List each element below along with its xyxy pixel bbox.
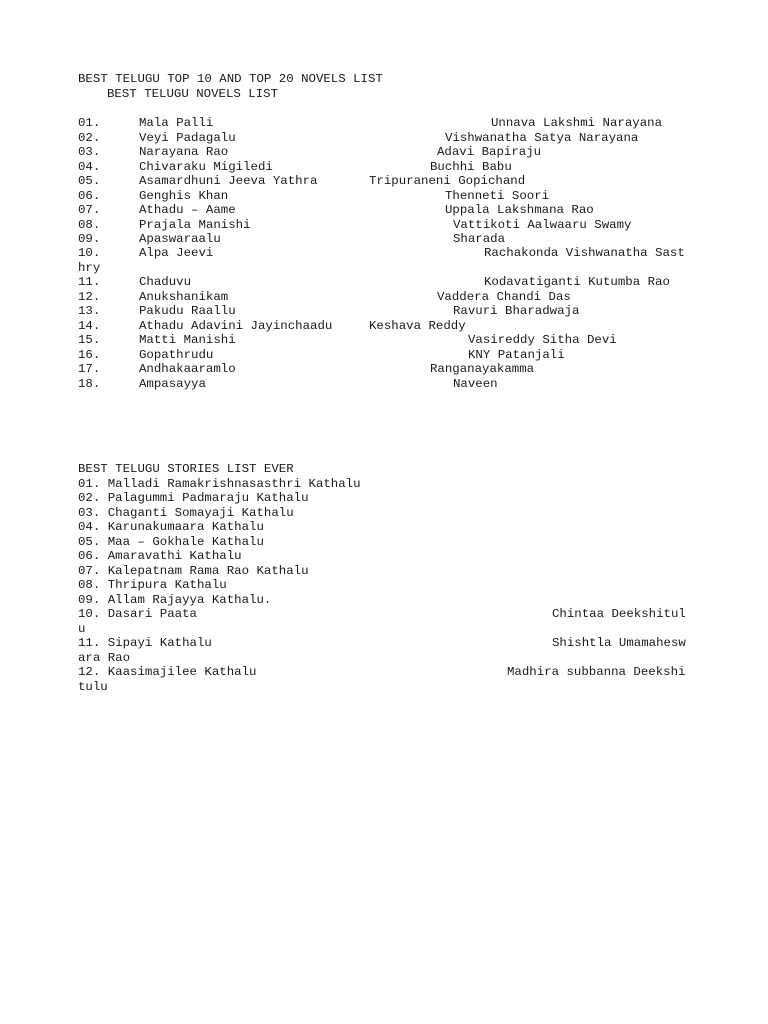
story-item: 01. Malladi Ramakrishnasasthri Kathalu: [78, 477, 361, 491]
novel-author: Tripuraneni Gopichand: [369, 174, 526, 188]
novel-title: Gopathrudu: [139, 348, 214, 362]
novel-number: 18.: [78, 377, 101, 391]
story-item: 04. Karunakumaara Kathalu: [78, 520, 264, 534]
story-author: Madhira subbanna Deekshi: [507, 665, 686, 679]
novel-title: Veyi Padagalu: [139, 131, 236, 145]
novel-author: Vasireddy Sitha Devi: [468, 333, 617, 347]
novel-title: Chaduvu: [139, 275, 192, 289]
novel-number: 08.: [78, 218, 101, 232]
novel-author: Keshava Reddy: [369, 319, 466, 333]
novel-title: Apaswaraalu: [139, 232, 221, 246]
novels-heading: BEST TELUGU TOP 10 AND TOP 20 NOVELS LIST: [78, 72, 383, 86]
novel-number: 05.: [78, 174, 101, 188]
story-item: 10. Dasari Paata: [78, 607, 197, 621]
novels-subheading: BEST TELUGU NOVELS LIST: [107, 87, 279, 101]
story-item: 06. Amaravathi Kathalu: [78, 549, 242, 563]
novel-title: Chivaraku Migiledi: [139, 160, 273, 174]
novel-title: Narayana Rao: [139, 145, 229, 159]
novel-author: Sharada: [453, 232, 506, 246]
story-item: 07. Kalepatnam Rama Rao Kathalu: [78, 564, 309, 578]
stories-heading: BEST TELUGU STORIES LIST EVER: [78, 462, 294, 476]
novel-title: Prajala Manishi: [139, 218, 251, 232]
novel-author: Buchhi Babu: [430, 160, 512, 174]
novel-author: Rachakonda Vishwanatha Sast: [484, 246, 685, 260]
novel-number: 09.: [78, 232, 101, 246]
story-author-wrap: u: [78, 622, 86, 636]
novel-number: 01.: [78, 116, 101, 130]
story-item: 12. Kaasimajilee Kathalu: [78, 665, 257, 679]
novel-author: Kodavatiganti Kutumba Rao: [484, 275, 670, 289]
novel-title: Alpa Jeevi: [139, 246, 214, 260]
novel-title: Mala Palli: [139, 116, 214, 130]
story-item: 02. Palagummi Padmaraju Kathalu: [78, 491, 309, 505]
novel-title: Asamardhuni Jeeva Yathra: [139, 174, 318, 188]
story-author: Shishtla Umamahesw: [552, 636, 686, 650]
story-item: 05. Maa – Gokhale Kathalu: [78, 535, 264, 549]
novel-author: Vishwanatha Satya Narayana: [445, 131, 639, 145]
novel-number: 16.: [78, 348, 101, 362]
novel-author: Ravuri Bharadwaja: [453, 304, 580, 318]
novel-number: 13.: [78, 304, 101, 318]
novel-number: 04.: [78, 160, 101, 174]
novel-number: 10.: [78, 246, 101, 260]
novel-number: 14.: [78, 319, 101, 333]
story-item: 11. Sipayi Kathalu: [78, 636, 212, 650]
novel-author: Naveen: [453, 377, 498, 391]
novel-number: 15.: [78, 333, 101, 347]
story-item: 08. Thripura Kathalu: [78, 578, 227, 592]
novel-number: 02.: [78, 131, 101, 145]
novel-author: Adavi Bapiraju: [437, 145, 542, 159]
novel-author: KNY Patanjali: [468, 348, 565, 362]
novel-number: 12.: [78, 290, 101, 304]
novel-author: Vattikoti Aalwaaru Swamy: [453, 218, 632, 232]
novel-number: 06.: [78, 189, 101, 203]
novel-title: Genghis Khan: [139, 189, 229, 203]
novel-author-wrap: hry: [78, 261, 101, 275]
novel-author: Vaddera Chandi Das: [437, 290, 571, 304]
novel-author: Unnava Lakshmi Narayana: [491, 116, 663, 130]
story-item: 03. Chaganti Somayaji Kathalu: [78, 506, 294, 520]
novel-author: Ranganayakamma: [430, 362, 535, 376]
novel-title: Anukshanikam: [139, 290, 229, 304]
novel-number: 07.: [78, 203, 101, 217]
story-author-wrap: tulu: [78, 680, 108, 694]
novel-author: Thenneti Soori: [445, 189, 550, 203]
novel-number: 11.: [78, 275, 101, 289]
novel-author: Uppala Lakshmana Rao: [445, 203, 594, 217]
novel-title: Pakudu Raallu: [139, 304, 236, 318]
novel-title: Andhakaaramlo: [139, 362, 236, 376]
novel-number: 03.: [78, 145, 101, 159]
novel-title: Athadu – Aame: [139, 203, 236, 217]
story-author-wrap: ara Rao: [78, 651, 131, 665]
novel-title: Ampasayya: [139, 377, 206, 391]
story-item: 09. Allam Rajayya Kathalu.: [78, 593, 272, 607]
story-author: Chintaa Deekshitul: [552, 607, 686, 621]
novel-number: 17.: [78, 362, 101, 376]
novel-title: Athadu Adavini Jayinchaadu: [139, 319, 333, 333]
novel-title: Matti Manishi: [139, 333, 236, 347]
